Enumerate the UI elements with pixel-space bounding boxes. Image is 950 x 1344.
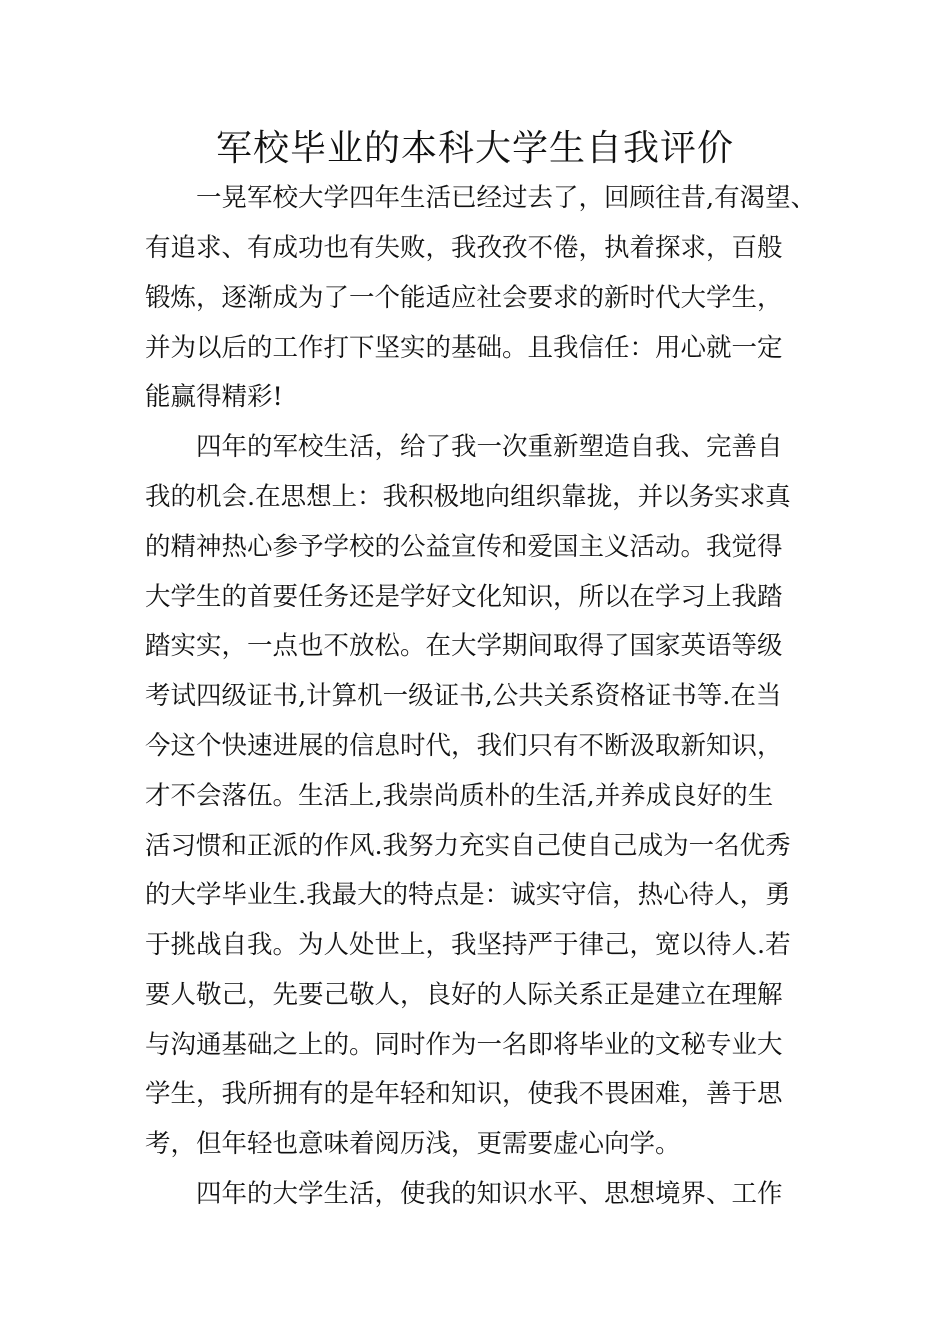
text-line: 学生，我所拥有的是年轻和知识，使我不畏困难，善于思 [145, 1079, 783, 1109]
text-line: 的大学毕业生.我最大的特点是：诚实守信，热心待人，勇 [145, 880, 791, 910]
text-line: 四年的大学生活，使我的知识水平、思想境界、工作 [145, 1179, 783, 1209]
text-line: 并为以后的工作打下坚实的基础。且我信任：用心就一定 [145, 333, 783, 363]
text-line: 踏实实，一点也不放松。在大学期间取得了国家英语等级 [145, 631, 783, 661]
text-line: 才不会落伍。生活上,我崇尚质朴的生活,并养成良好的生 [145, 781, 774, 811]
text-line: 与沟通基础之上的。同时作为一名即将毕业的文秘专业大 [145, 1030, 783, 1060]
text-line: 活习惯和正派的作风.我努力充实自己使自己成为一名优秀 [145, 831, 791, 861]
text-line: 一晃军校大学四年生活已经过去了，回顾往昔,有渴望、 [145, 183, 817, 213]
text-line: 考，但年轻也意味着阅历浅，更需要虚心向学。 [145, 1129, 681, 1159]
page-title: 军校毕业的本科大学生自我评价 [215, 128, 734, 169]
text-line: 的精神热心参予学校的公益宣传和爱国主义活动。我觉得 [145, 532, 783, 562]
text-line: 能赢得精彩! [145, 382, 283, 412]
text-line: 有追求、有成功也有失败，我孜孜不倦，执着探求，百般 [145, 233, 783, 263]
text-line: 考试四级证书,计算机一级证书,公共关系资格证书等.在当 [145, 681, 782, 711]
text-line: 于挑战自我。为人处世上，我坚持严于律己，宽以待人.若 [145, 930, 791, 960]
text-line: 大学生的首要任务还是学好文化知识，所以在学习上我踏 [145, 582, 783, 612]
text-line: 要人敬己，先要己敬人，良好的人际关系正是建立在理解 [145, 980, 783, 1010]
text-line: 四年的军校生活，给了我一次重新塑造自我、完善自 [145, 432, 783, 462]
text-line: 锻炼，逐渐成为了一个能适应社会要求的新时代大学生， [145, 283, 783, 313]
text-line: 我的机会.在思想上：我积极地向组织靠拢，并以务实求真 [145, 482, 791, 512]
text-line: 今这个快速进展的信息时代，我们只有不断汲取新知识， [145, 731, 783, 761]
